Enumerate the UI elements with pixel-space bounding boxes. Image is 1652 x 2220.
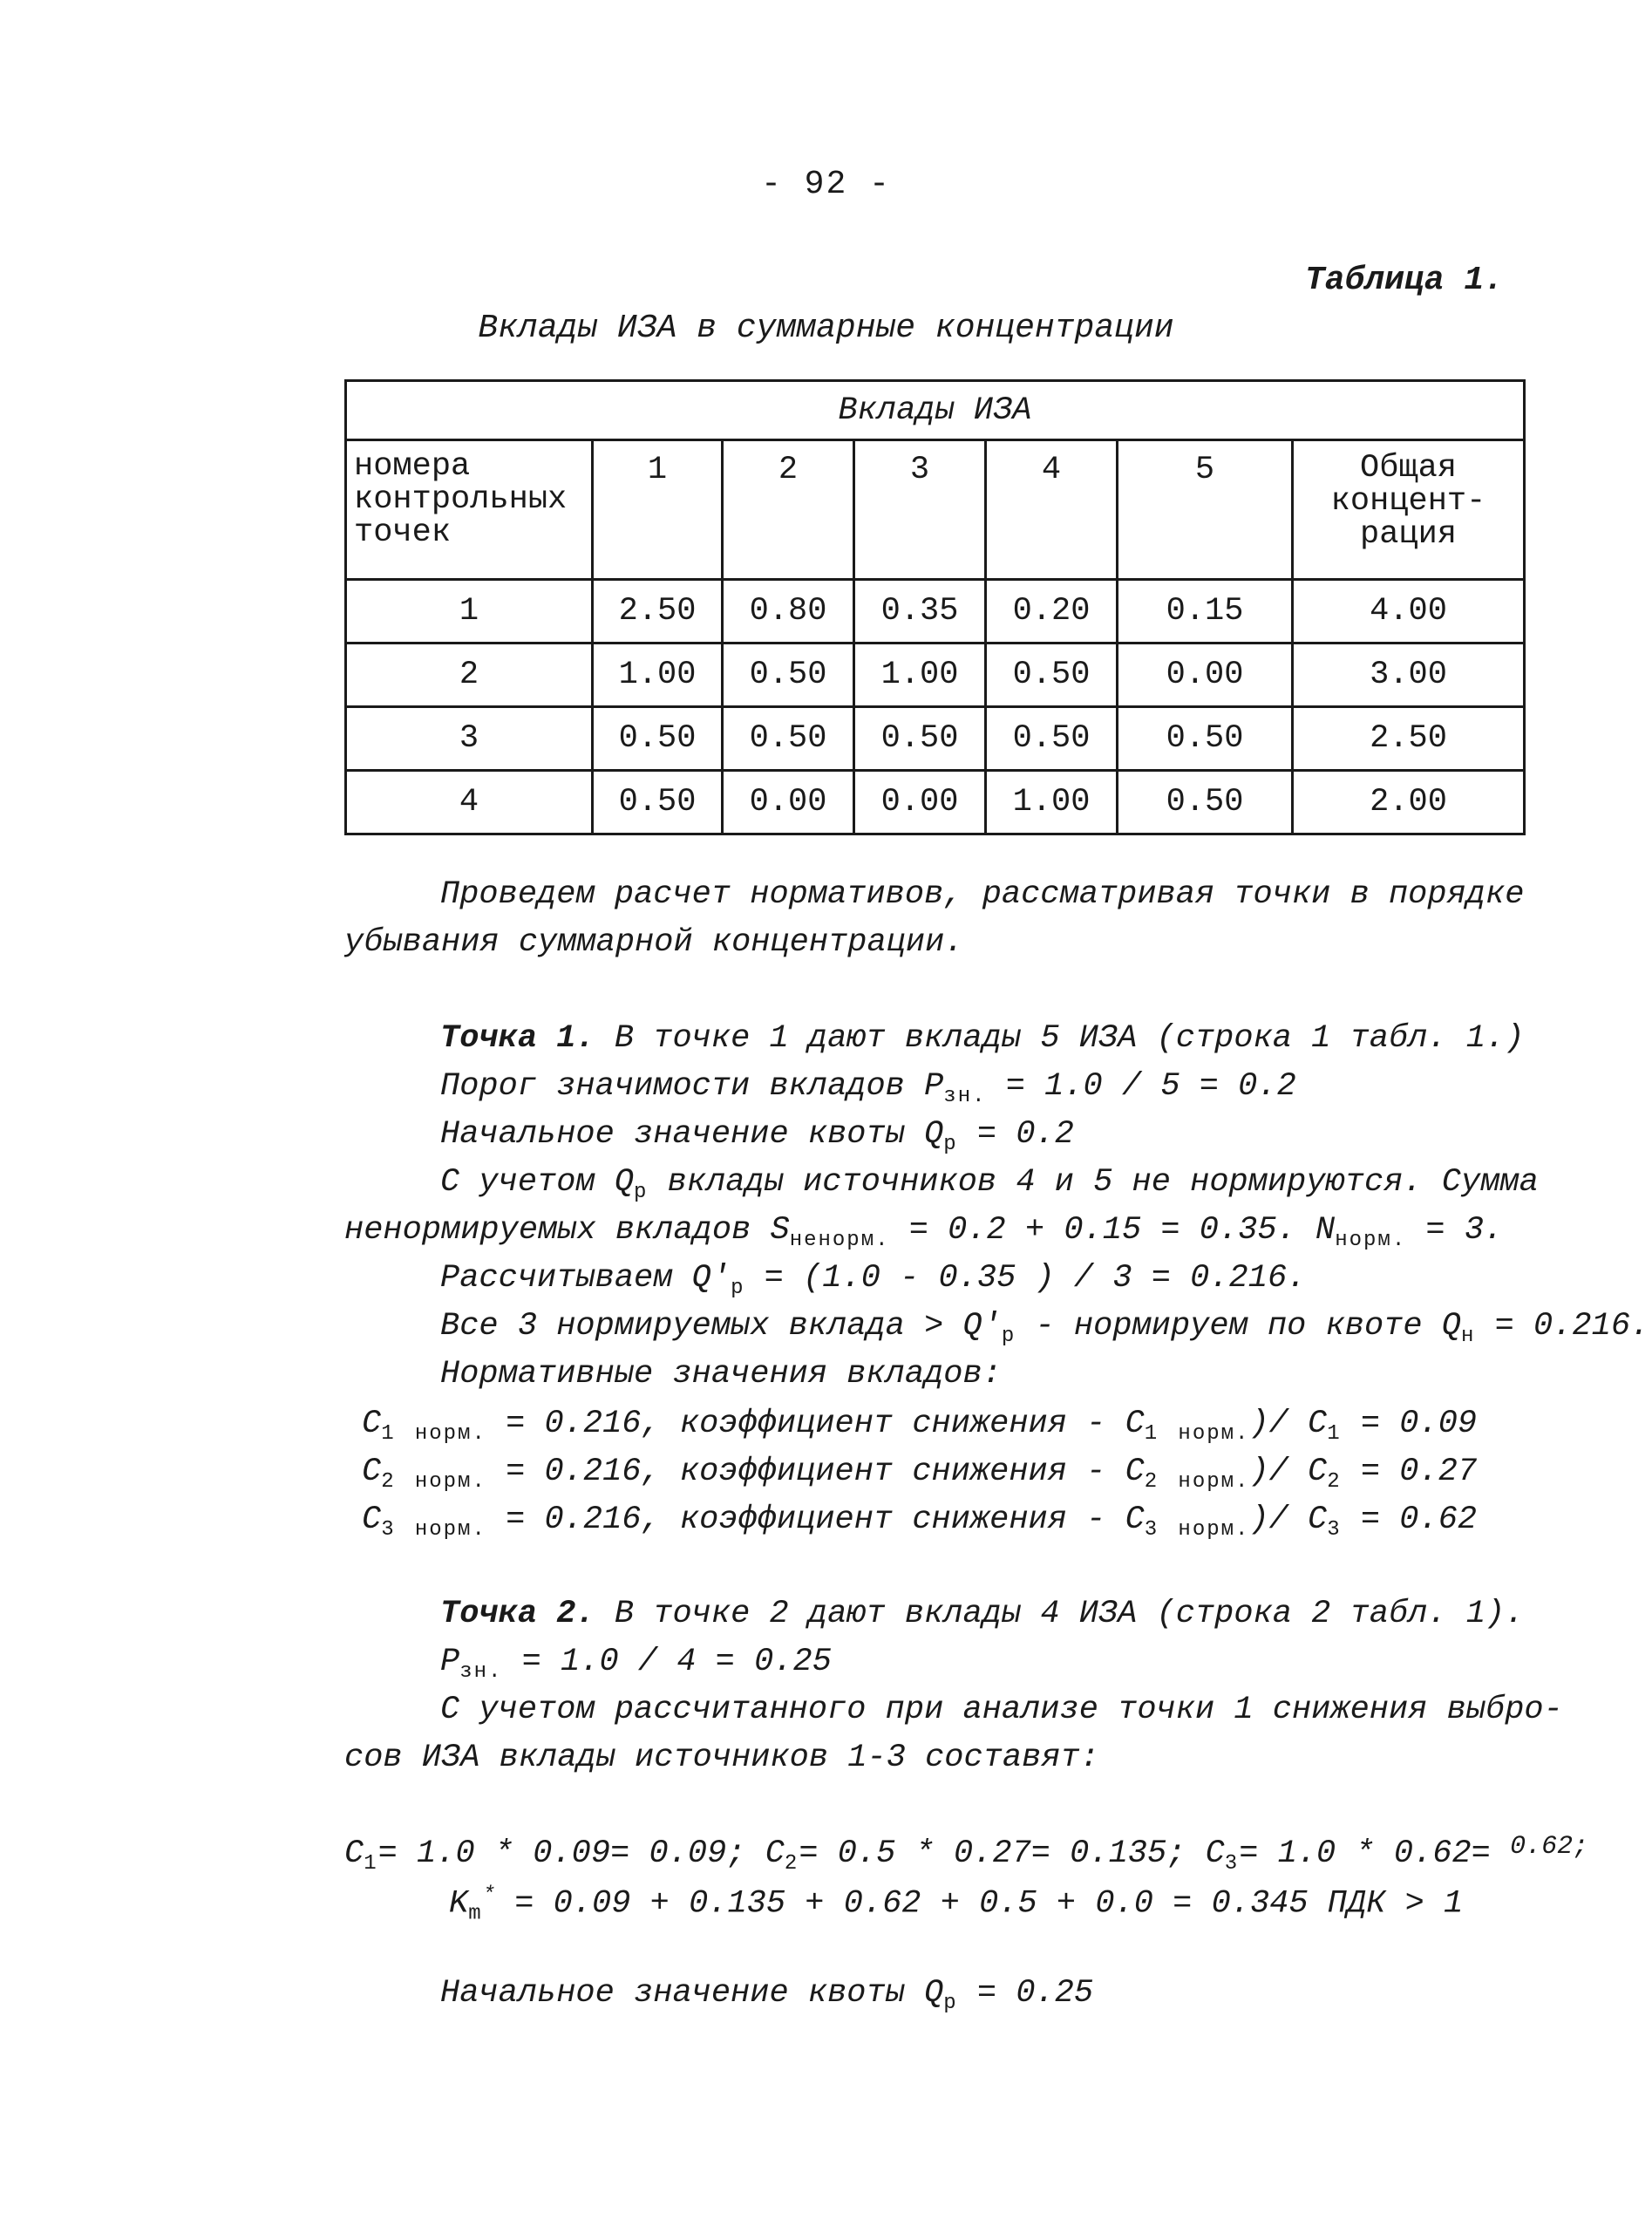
total-header-line: рация — [1359, 516, 1458, 553]
subscript: р — [731, 1277, 745, 1300]
total-cell: 3.00 — [1293, 644, 1525, 707]
text: K — [449, 1885, 469, 1923]
total-cell: 2.50 — [1293, 707, 1525, 771]
column-header: 1 — [593, 440, 723, 580]
subscript: 2 — [784, 1852, 799, 1876]
subscript: н — [1461, 1325, 1476, 1348]
subscript: 3 — [1144, 1518, 1159, 1542]
text: = 1.0 / 5 = 0.2 — [986, 1068, 1296, 1105]
point2-line-1 — [440, 1596, 1524, 1632]
value-cell: 0.50 — [593, 707, 723, 771]
subscript: зн. — [943, 1085, 987, 1108]
column-header: 3 — [854, 440, 986, 580]
column-header: 2 — [723, 440, 854, 580]
text: = 0.09 — [1341, 1406, 1478, 1442]
text: C — [362, 1454, 382, 1490]
value-cell: 0.80 — [723, 580, 854, 644]
text: = 0.216, коэффициент снижения - C — [486, 1454, 1145, 1490]
text: P — [440, 1644, 460, 1680]
table-row — [346, 707, 1525, 771]
subscript: норм. — [414, 1422, 486, 1446]
subscript: р — [634, 1181, 649, 1204]
point1-heading: Точка 1. — [440, 1020, 595, 1057]
value-cell: 0.50 — [1118, 707, 1293, 771]
text: Начальное значение квоты Q — [440, 1975, 944, 2012]
text: C — [362, 1502, 382, 1538]
point2-km-line — [449, 1883, 1463, 1925]
page-number: - 92 - — [761, 166, 891, 203]
value-cell: 0.00 — [1118, 644, 1293, 707]
row-header — [346, 440, 593, 580]
row-header-line: контрольных — [354, 481, 568, 518]
total-header-line: Общая — [1359, 450, 1458, 487]
text: = 0.09 + 0.135 + 0.62 + 0.5 + 0.0 = 0.345 ПДК > 1 — [495, 1885, 1464, 1923]
point2-last-line — [440, 1975, 1093, 2015]
text: = 1.0 / 4 = 0.25 — [502, 1644, 832, 1680]
subscript: норм. — [414, 1470, 486, 1494]
value-cell: 2.50 — [593, 580, 723, 644]
value-cell: 0.50 — [986, 644, 1118, 707]
total-cell: 2.00 — [1293, 771, 1525, 834]
value-cell: 0.50 — [986, 707, 1118, 771]
value-cell: 0.50 — [1118, 771, 1293, 834]
intro-line-2: убывания суммарной концентрации. — [344, 924, 964, 961]
point1-line-6 — [440, 1260, 1306, 1300]
point1-line-4 — [440, 1164, 1539, 1204]
text: = 3. — [1406, 1212, 1504, 1249]
value-cell: 0.00 — [854, 771, 986, 834]
subscript: 2 — [1144, 1470, 1159, 1494]
table-row — [346, 644, 1525, 707]
value-cell: 1.00 — [854, 644, 986, 707]
subscript: 2 — [1327, 1470, 1342, 1494]
text: ненормируемых вкладов S — [344, 1212, 790, 1249]
point1-line-2 — [440, 1068, 1296, 1108]
point2-line-4: сов ИЗА вклады источников 1-3 составят: — [344, 1740, 1099, 1776]
value-cell: 0.00 — [723, 771, 854, 834]
point1-line-7 — [440, 1308, 1649, 1348]
point-cell: 4 — [346, 771, 593, 834]
subscript: 3 — [381, 1518, 396, 1542]
subscript: 3 — [1327, 1518, 1342, 1542]
subscript: р — [1001, 1325, 1016, 1348]
text: = 0.25 — [957, 1975, 1094, 2012]
subscript: р — [943, 1992, 958, 2015]
point-cell: 3 — [346, 707, 593, 771]
intro-line-1: Проведем расчет нормативов, рассматривая точки в порядке — [440, 876, 1525, 913]
value-cell: 1.00 — [593, 644, 723, 707]
superscript: * — [482, 1883, 496, 1907]
norm-line-3 — [362, 1502, 1477, 1542]
text: Рассчитываем Q' — [440, 1260, 731, 1297]
row-header-line: точек — [354, 514, 452, 551]
text: вклады источников 4 и 5 не нормируются. Сумма — [648, 1164, 1539, 1201]
column-header: 4 — [986, 440, 1118, 580]
subscript: норм. — [1178, 1470, 1250, 1494]
point-cell: 2 — [346, 644, 593, 707]
text: Начальное значение квоты Q — [440, 1116, 944, 1153]
point1-line-1 — [440, 1020, 1524, 1057]
point2-text: В точке 2 дают вклады 4 ИЗА (строка 2 табл. 1). — [595, 1596, 1525, 1632]
text: = 1.0 * 0.09= 0.09; C — [377, 1835, 785, 1872]
table-caption: Вклады ИЗА в суммарные концентрации — [478, 310, 1174, 347]
text: )/ C — [1249, 1502, 1328, 1538]
subscript: 1 — [381, 1422, 396, 1446]
text: = (1.0 - 0.35 ) / 3 = 0.216. — [744, 1260, 1307, 1297]
subscript: 1 — [1327, 1422, 1342, 1446]
text: = 0.216. — [1475, 1308, 1650, 1345]
text: = 1.0 * 0.62= — [1239, 1835, 1511, 1872]
subscript: норм. — [1178, 1422, 1250, 1446]
text: )/ C — [1249, 1454, 1328, 1490]
total-cell: 4.00 — [1293, 580, 1525, 644]
norm-line-2 — [362, 1454, 1477, 1494]
value-cell: 0.50 — [723, 707, 854, 771]
point1-line-3 — [440, 1116, 1074, 1156]
text: C — [362, 1406, 382, 1442]
subscript: норм. — [414, 1518, 486, 1542]
contributions-table — [344, 379, 1526, 835]
point1-line-8: Нормативные значения вкладов: — [440, 1356, 1002, 1393]
text: = 0.2 — [957, 1116, 1074, 1153]
text: С учетом Q — [440, 1164, 635, 1201]
table-group-header: Вклады ИЗА — [346, 381, 1525, 440]
text: = 0.216, коэффициент снижения - C — [486, 1406, 1145, 1442]
value-cell: 0.50 — [723, 644, 854, 707]
column-header: 5 — [1118, 440, 1293, 580]
text: Порог значимости вкладов P — [440, 1068, 944, 1105]
point1-text: В точке 1 дают вклады 5 ИЗА (строка 1 табл. 1.) — [595, 1020, 1525, 1057]
row-header-line: номера — [354, 448, 471, 485]
text: = 0.216, коэффициент снижения - C — [486, 1502, 1145, 1538]
subscript: норм. — [1178, 1518, 1250, 1542]
text: = 0.5 * 0.27= 0.135; C — [799, 1835, 1225, 1872]
text: - нормируем по квоте Q — [1016, 1308, 1461, 1345]
text: = 0.62 — [1341, 1502, 1478, 1538]
norm-line-1 — [362, 1406, 1477, 1446]
text: C — [344, 1835, 364, 1872]
table-label: Таблица 1. — [1304, 262, 1504, 299]
total-header-line: концент- — [1330, 483, 1486, 520]
subscript: m — [468, 1902, 483, 1926]
subscript: норм. — [1335, 1229, 1407, 1252]
table-row — [346, 771, 1525, 834]
subscript: 1 — [364, 1852, 378, 1876]
value-cell: 1.00 — [986, 771, 1118, 834]
subscript: зн. — [459, 1660, 503, 1684]
subscript: р — [943, 1133, 958, 1156]
text: = 0.27 — [1341, 1454, 1478, 1490]
value-cell: 0.50 — [593, 771, 723, 834]
value-cell: 0.15 — [1118, 580, 1293, 644]
total-header — [1293, 440, 1525, 580]
table-row — [346, 580, 1525, 644]
point-cell: 1 — [346, 580, 593, 644]
point2-line-3: С учетом рассчитанного при анализе точки 1 снижения выбро- — [440, 1692, 1563, 1728]
point2-heading: Точка 2. — [440, 1596, 595, 1632]
value-cell: 0.50 — [854, 707, 986, 771]
subscript: ненорм. — [789, 1229, 890, 1252]
subscript: 1 — [1144, 1422, 1159, 1446]
text: 0.62; — [1510, 1832, 1589, 1862]
subscript: 2 — [381, 1470, 396, 1494]
text: )/ C — [1249, 1406, 1328, 1442]
text: = 0.2 + 0.15 = 0.35. N — [889, 1212, 1336, 1249]
point2-line-2 — [440, 1644, 832, 1684]
point1-line-5 — [344, 1212, 1503, 1252]
value-cell: 0.20 — [986, 580, 1118, 644]
value-cell: 0.35 — [854, 580, 986, 644]
text: Все 3 нормируемых вклада > Q' — [440, 1308, 1002, 1345]
subscript: 3 — [1224, 1852, 1240, 1876]
point2-c-line — [344, 1832, 1589, 1876]
